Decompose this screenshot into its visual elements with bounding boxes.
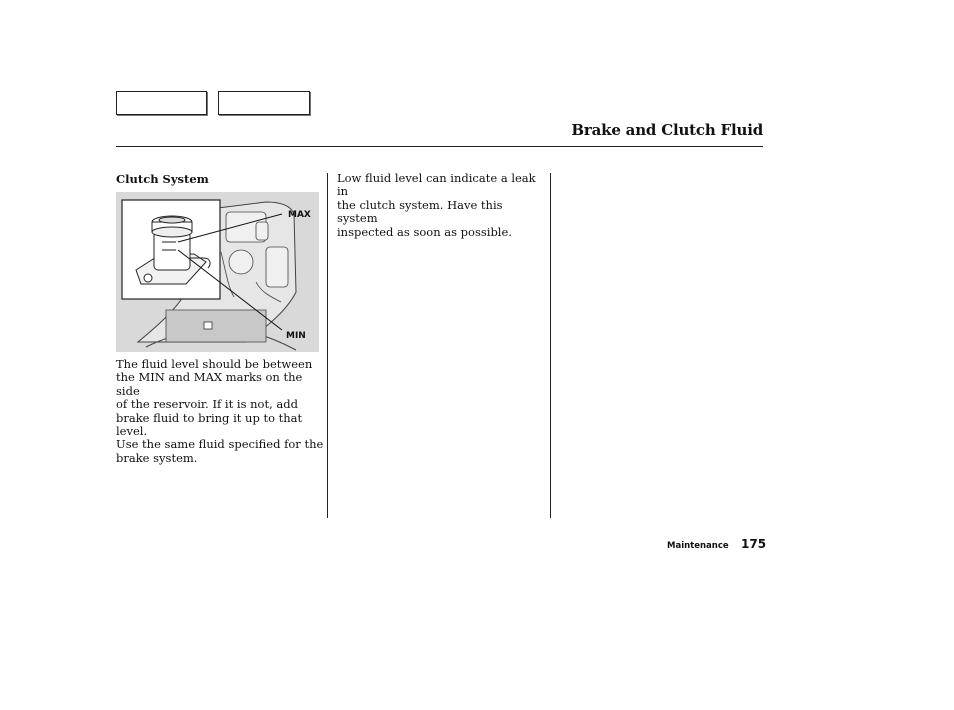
min-label: MIN <box>286 331 306 341</box>
nav-button-next[interactable] <box>218 91 310 115</box>
page-number: 175 <box>741 537 767 551</box>
front-emblem <box>204 322 212 329</box>
max-label: MAX <box>288 210 311 220</box>
section-heading: Clutch System <box>116 172 209 186</box>
clutch-reservoir-figure <box>116 192 319 352</box>
left-paragraph: The fluid level should be between the MIN and MAX marks on the side of the reservoir. If it is not, add brake fluid to bring it up to that level. Use the same fluid specified for the brake system. <box>116 357 324 465</box>
right-paragraph: Low fluid level can indicate a leak in the clutch system. Have this system inspected as soon as possible. <box>337 171 536 239</box>
column-divider <box>327 173 328 518</box>
engine-part <box>256 222 268 240</box>
footer-section-name: Maintenance <box>667 541 729 551</box>
column-divider <box>550 173 551 518</box>
front-panel <box>166 310 266 342</box>
engine-part <box>266 247 288 287</box>
page-title: Brake and Clutch Fluid <box>571 121 763 139</box>
engine-part <box>229 250 253 274</box>
nav-button-previous[interactable] <box>116 91 207 115</box>
title-rule <box>116 146 763 147</box>
